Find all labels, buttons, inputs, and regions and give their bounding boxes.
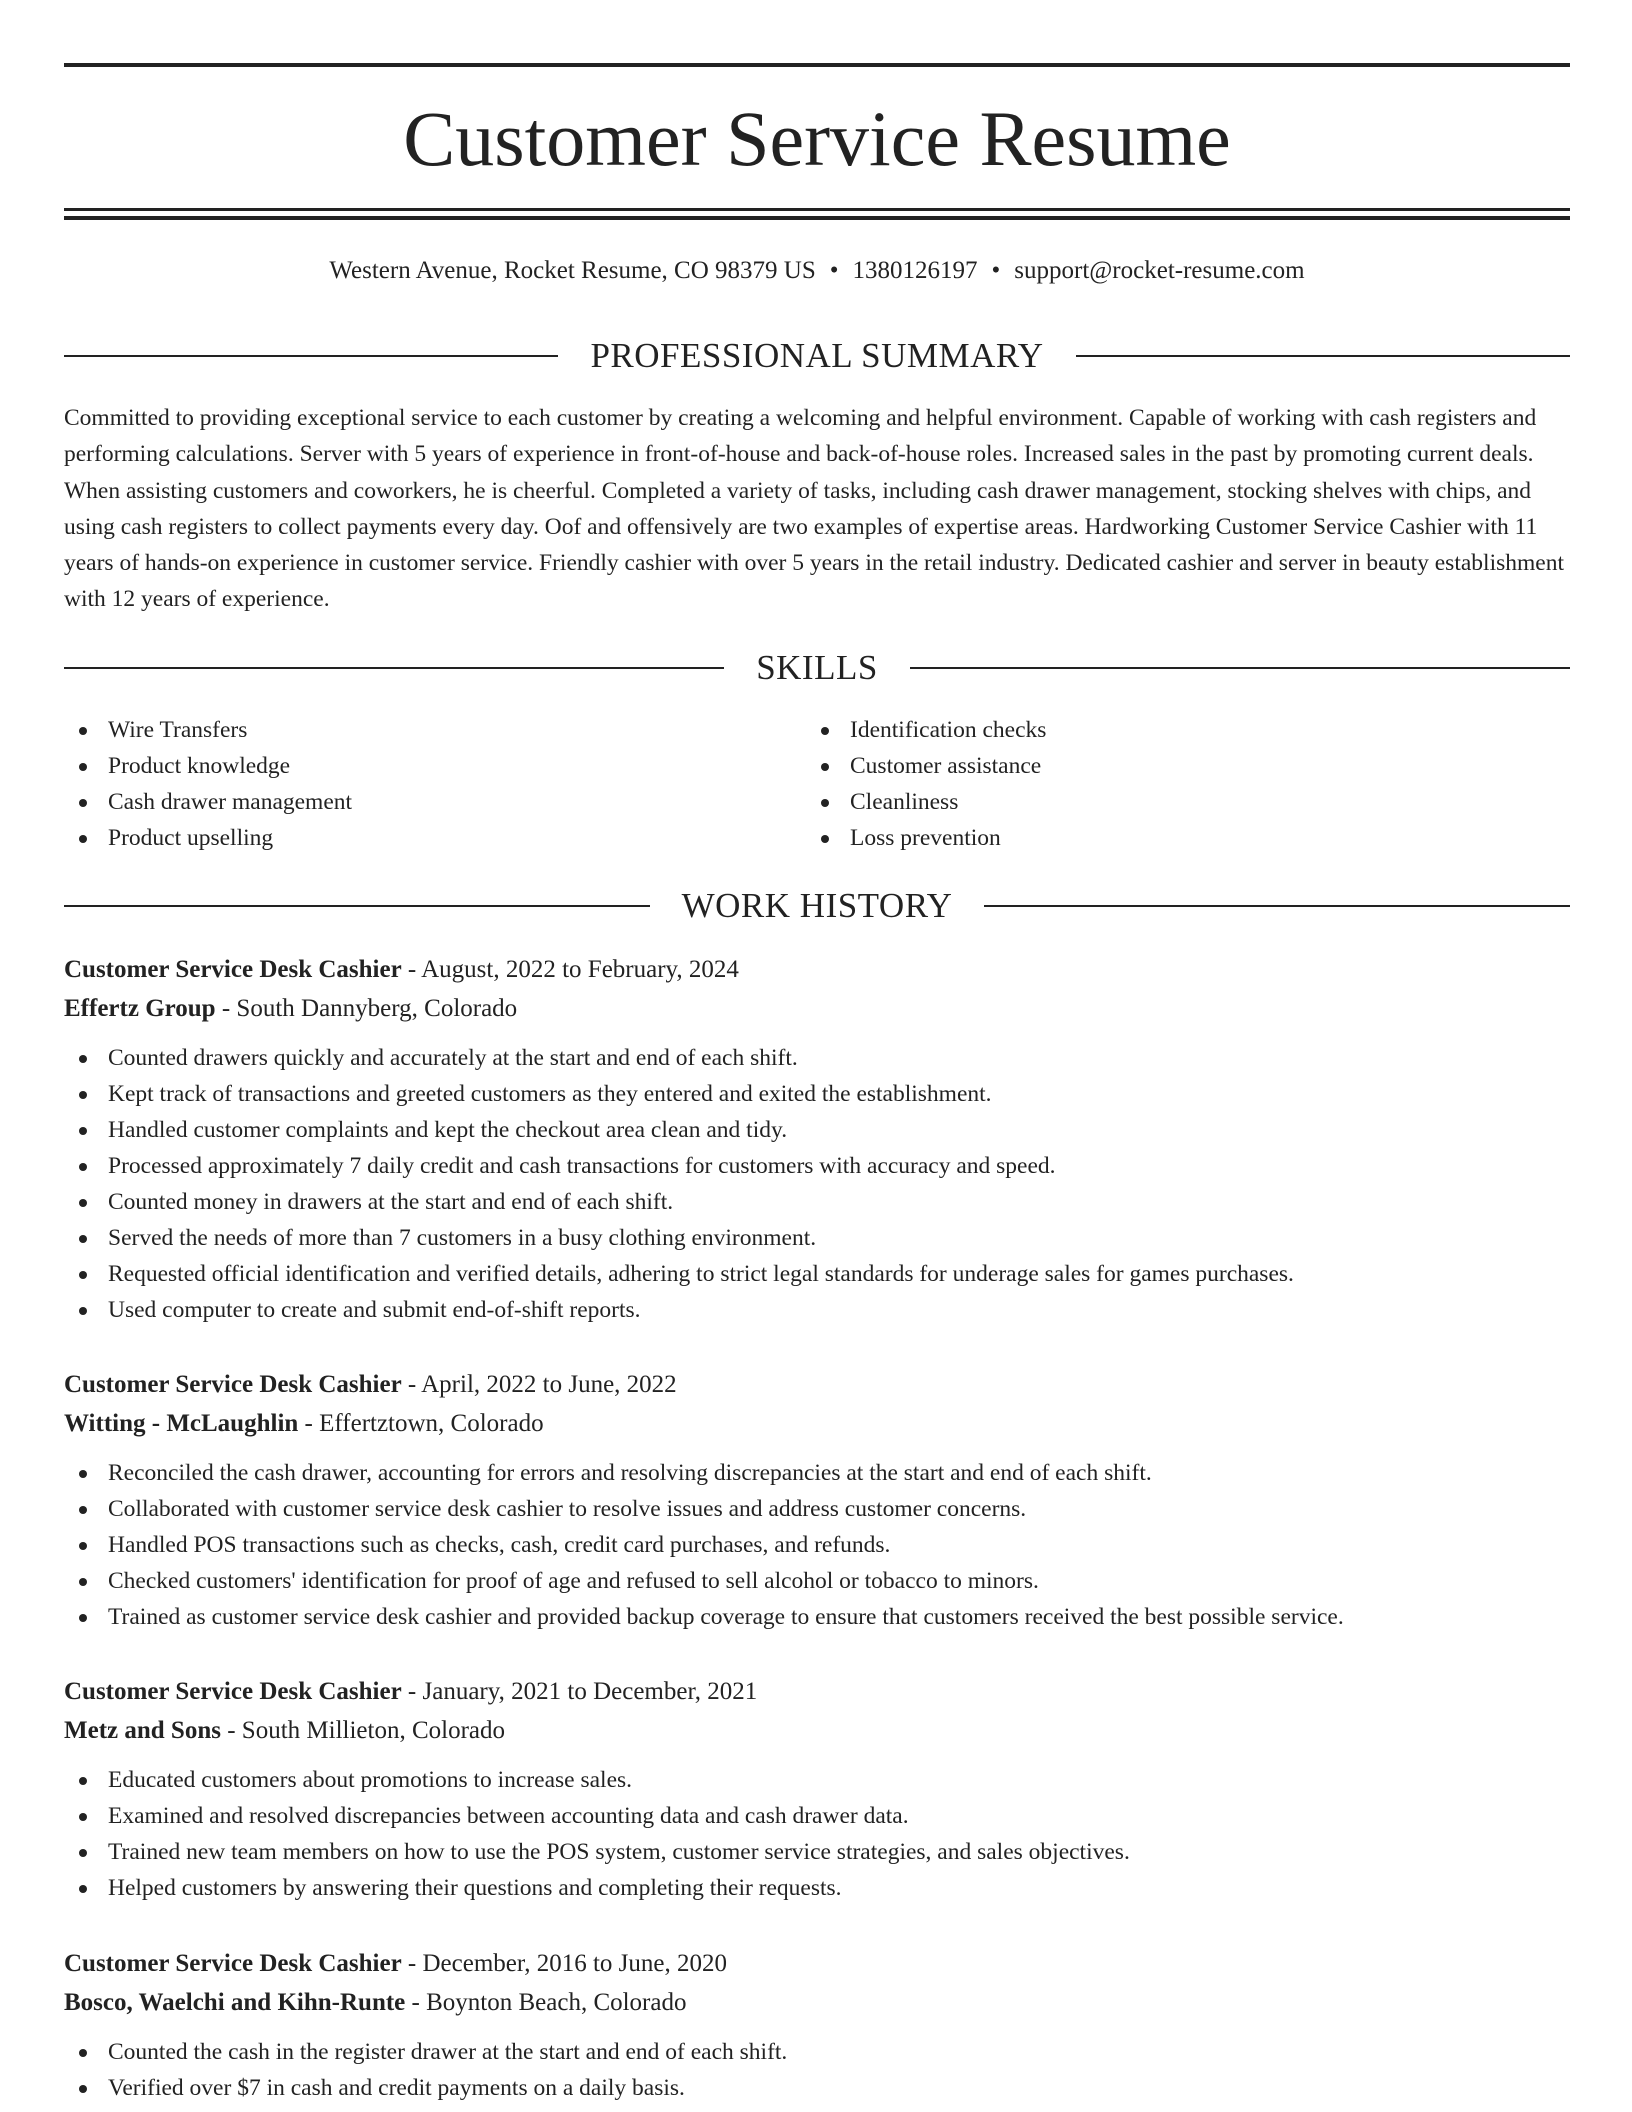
skills-column-right bbox=[806, 712, 1548, 856]
skill-item: Product upselling bbox=[64, 820, 806, 856]
job-company: Witting - McLaughlin bbox=[64, 1410, 299, 1437]
skills-column-left bbox=[64, 712, 806, 856]
job-duty: Kept track of transactions and greeted customers as they entered and exited the establishment. bbox=[64, 1076, 1570, 1112]
contact-line bbox=[64, 254, 1570, 288]
job-duty: Educated customers about promotions to increase sales. bbox=[64, 1762, 1570, 1798]
job-duty: Collaborated with customer service desk cashier to resolve issues and address customer concerns. bbox=[64, 1491, 1570, 1527]
job-duty: Trained new team members on how to use the POS system, customer service strategies, and sales objectives. bbox=[64, 1834, 1570, 1870]
job-title-line bbox=[64, 1672, 1570, 1711]
job-company-line bbox=[64, 1404, 1570, 1443]
job-duty: Processed approximately 7 daily credit and cash transactions for customers with accuracy and speed. bbox=[64, 1148, 1570, 1184]
job-company-line bbox=[64, 1711, 1570, 1750]
skill-item: Customer assistance bbox=[806, 748, 1548, 784]
job-duty: Verified over $7 in cash and credit payments on a daily basis. bbox=[64, 2070, 1570, 2106]
job-duty: Used computer to create and submit end-of-shift reports. bbox=[64, 1292, 1570, 1328]
job-company: Metz and Sons bbox=[64, 1717, 221, 1744]
contact-separator: • bbox=[829, 257, 839, 284]
job-company: Effertz Group bbox=[64, 995, 216, 1022]
heading-rule bbox=[64, 355, 558, 357]
job-dates: - August, 2022 to February, 2024 bbox=[401, 956, 739, 983]
job-duty: Examined and resolved discrepancies between accounting data and cash drawer data. bbox=[64, 1798, 1570, 1834]
heading-rule bbox=[1076, 355, 1570, 357]
job-dates: - April, 2022 to June, 2022 bbox=[401, 1371, 677, 1398]
job-location: - Boynton Beach, Colorado bbox=[405, 1989, 687, 2016]
job-duty: Reconciled the cash drawer, accounting for errors and resolving discrepancies at the start and end of each shift. bbox=[64, 1455, 1570, 1491]
job-duty: Trained as customer service desk cashier and provided backup coverage to ensure that customers received the best possible service. bbox=[64, 1599, 1570, 1635]
title-rule-lower bbox=[64, 216, 1570, 220]
job-duties bbox=[64, 1455, 1570, 1635]
job-location: - South Dannyberg, Colorado bbox=[215, 995, 518, 1022]
job-dates: - December, 2016 to June, 2020 bbox=[401, 1950, 727, 1977]
heading-rule bbox=[910, 667, 1570, 669]
job-company-line bbox=[64, 989, 1570, 1028]
job-title-line bbox=[64, 1365, 1570, 1404]
job-dates: - January, 2021 to December, 2021 bbox=[401, 1678, 758, 1705]
heading-rule bbox=[64, 667, 724, 669]
section-heading-summary bbox=[64, 336, 1570, 376]
title-rule-upper bbox=[64, 208, 1570, 211]
job-duties bbox=[64, 2034, 1570, 2106]
section-heading-skills bbox=[64, 648, 1570, 688]
job-entry bbox=[64, 1944, 1570, 2106]
top-rule bbox=[64, 63, 1570, 67]
job-duty: Counted drawers quickly and accurately at the start and end of each shift. bbox=[64, 1040, 1570, 1076]
job-title: Customer Service Desk Cashier bbox=[64, 1950, 402, 1977]
job-entry bbox=[64, 1672, 1570, 1906]
job-entry bbox=[64, 1365, 1570, 1635]
contact-address: Western Avenue, Rocket Resume, CO 98379 US bbox=[329, 257, 816, 284]
job-title-line bbox=[64, 950, 1570, 989]
job-title: Customer Service Desk Cashier bbox=[64, 956, 402, 983]
job-duty: Counted the cash in the register drawer at the start and end of each shift. bbox=[64, 2034, 1570, 2070]
heading-rule bbox=[984, 905, 1570, 907]
job-location: - Effertztown, Colorado bbox=[298, 1410, 544, 1437]
job-duties bbox=[64, 1040, 1570, 1328]
job-duties bbox=[64, 1762, 1570, 1906]
contact-email: support@rocket-resume.com bbox=[1014, 257, 1305, 284]
job-duty: Handled POS transactions such as checks, cash, credit card purchases, and refunds. bbox=[64, 1527, 1570, 1563]
job-title: Customer Service Desk Cashier bbox=[64, 1371, 402, 1398]
heading-label: PROFESSIONAL SUMMARY bbox=[590, 336, 1044, 375]
job-entry bbox=[64, 950, 1570, 1328]
job-duty: Requested official identification and verified details, adhering to strict legal standards for underage sales for games purchases. bbox=[64, 1256, 1570, 1292]
heading-rule bbox=[64, 905, 650, 907]
job-duty: Counted money in drawers at the start and end of each shift. bbox=[64, 1184, 1570, 1220]
skill-item: Product knowledge bbox=[64, 748, 806, 784]
job-duty: Served the needs of more than 7 customers in a busy clothing environment. bbox=[64, 1220, 1570, 1256]
contact-phone: 1380126197 bbox=[852, 257, 978, 284]
job-title: Customer Service Desk Cashier bbox=[64, 1678, 402, 1705]
job-company: Bosco, Waelchi and Kihn-Runte bbox=[64, 1989, 406, 2016]
contact-separator: • bbox=[991, 257, 1001, 284]
skill-item: Cash drawer management bbox=[64, 784, 806, 820]
skill-item: Identification checks bbox=[806, 712, 1548, 748]
job-company-line bbox=[64, 1983, 1570, 2022]
job-duty: Checked customers' identification for proof of age and refused to sell alcohol or tobacco to minors. bbox=[64, 1563, 1570, 1599]
heading-label: SKILLS bbox=[756, 648, 878, 687]
summary-text: Committed to providing exceptional service to each customer by creating a welcoming and helpful environment. Capable of working with cash registers and performing calculations. Server with 5 years of experience in front-of-house and back-of-house roles. Increased sales in the past by promoting current deals. When assisting customers and coworkers, he is cheerful. Completed a variety of tasks, including cash drawer management, stocking shelves with chips, and using cash registers to collect payments every day. Oof and offensively are two examples of expertise areas. Hardworking Customer Service Cashier with 11 years of hands-on experience in customer service. Friendly cashier with over 5 years in the retail industry. Dedicated cashier and server in beauty establishment with 12 years of experience. bbox=[64, 405, 1564, 613]
job-title-line bbox=[64, 1944, 1570, 1983]
skill-item: Wire Transfers bbox=[64, 712, 806, 748]
heading-label: WORK HISTORY bbox=[681, 886, 953, 925]
section-heading-work-history bbox=[64, 886, 1570, 926]
job-location: - South Millieton, Colorado bbox=[220, 1717, 505, 1744]
skill-item: Cleanliness bbox=[806, 784, 1548, 820]
skills-list bbox=[64, 712, 1570, 856]
job-duty: Handled customer complaints and kept the checkout area clean and tidy. bbox=[64, 1112, 1570, 1148]
resume-title: Customer Service Resume bbox=[403, 95, 1231, 182]
job-duty: Helped customers by answering their questions and completing their requests. bbox=[64, 1870, 1570, 1906]
skill-item: Loss prevention bbox=[806, 820, 1548, 856]
